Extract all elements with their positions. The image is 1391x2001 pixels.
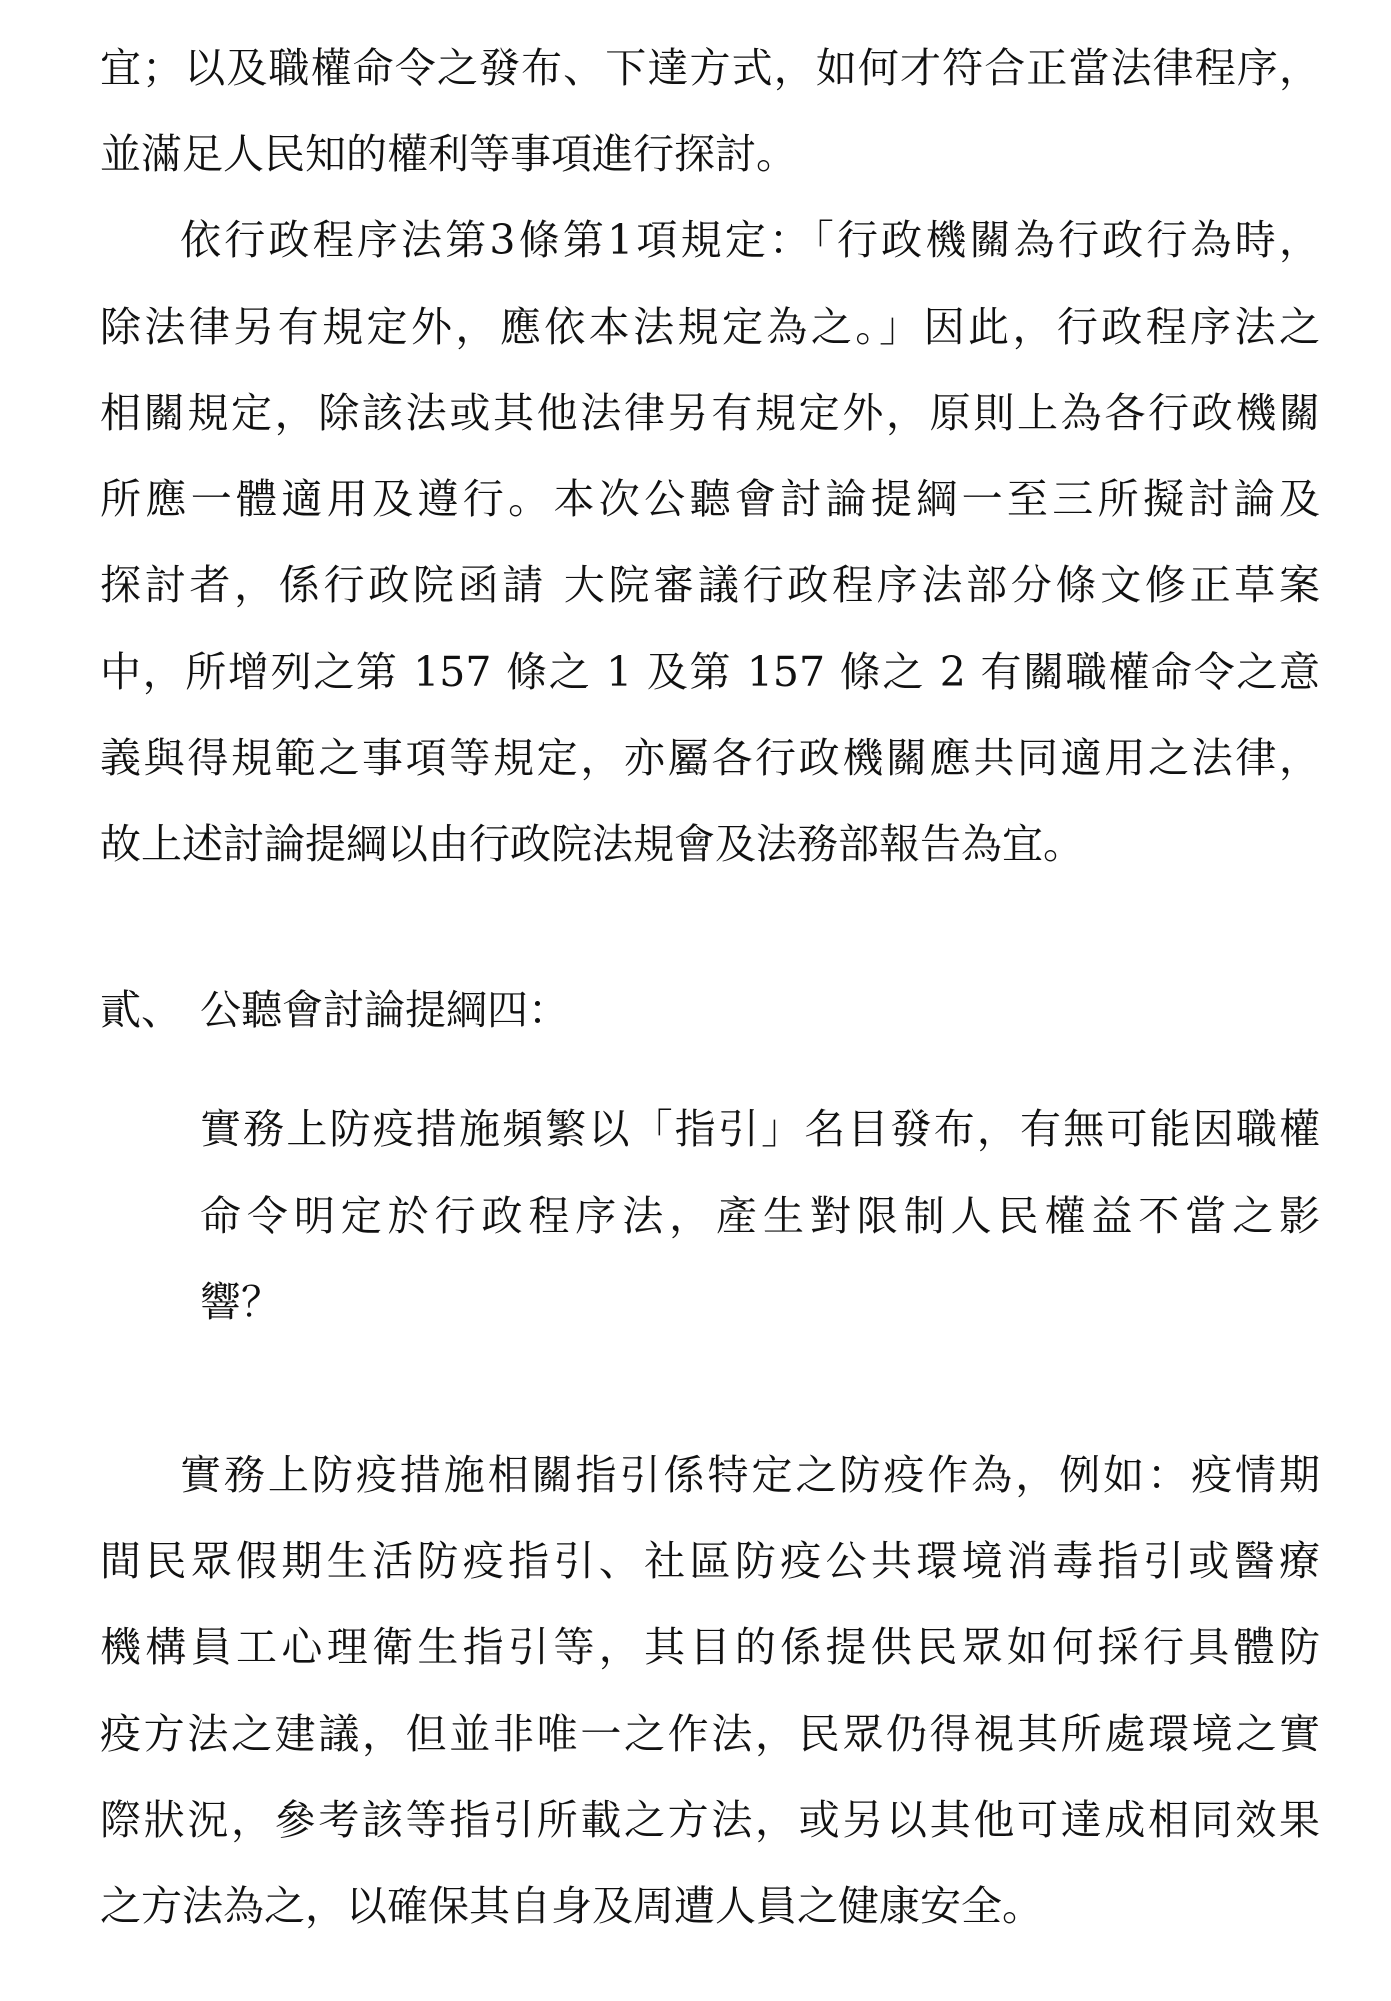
paragraph-line: 疫方法之建議，但並非唯一之作法，民眾仍得視其所處環境之實 xyxy=(100,1710,1320,1758)
paragraph-line: 依行政程序法第3條第1項規定：「行政機關為行政行為時， xyxy=(180,216,1320,264)
paragraph-line: 實務上防疫措施相關指引係特定之防疫作為，例如：疫情期 xyxy=(180,1451,1320,1499)
section-number: 貳、 xyxy=(100,986,182,1034)
intro-line: 並滿足人民知的權利等事項進行探討。 xyxy=(100,130,797,178)
paragraph-line: 之方法為之，以確保其自身及周遭人員之健康安全。 xyxy=(100,1882,1043,1930)
paragraph-line: 故上述討論提綱以由行政院法規會及法務部報告為宜。 xyxy=(100,820,1084,868)
intro-line: 宜；以及職權命令之發布、下達方式，如何才符合正當法律程序， xyxy=(100,44,1320,92)
paragraph-line: 間民眾假期生活防疫指引、社區防疫公共環境消毒指引或醫療 xyxy=(100,1537,1320,1585)
question-line: 響？ xyxy=(200,1278,282,1326)
paragraph-line: 際狀況，參考該等指引所載之方法，或另以其他可達成相同效果 xyxy=(100,1796,1320,1844)
question-line: 實務上防疫措施頻繁以「指引」名目發布，有無可能因職權 xyxy=(200,1105,1320,1153)
section-title: 公聽會討論提綱四： xyxy=(200,986,569,1034)
paragraph-line: 機構員工心理衛生指引等，其目的係提供民眾如何採行具體防 xyxy=(100,1623,1320,1671)
paragraph-line: 中，所增列之第 157 條之 1 及第 157 條之 2 有關職權命令之意 xyxy=(100,648,1320,696)
section-heading xyxy=(100,982,569,1038)
paragraph-line: 除法律另有規定外，應依本法規定為之。」因此，行政程序法之 xyxy=(100,303,1320,351)
paragraph-line: 探討者，係行政院函請 大院審議行政程序法部分條文修正草案 xyxy=(100,561,1320,609)
question-line: 命令明定於行政程序法，產生對限制人民權益不當之影 xyxy=(200,1192,1320,1240)
paragraph-line: 所應一體適用及遵行。本次公聽會討論提綱一至三所擬討論及 xyxy=(100,475,1320,523)
paragraph-line: 義與得規範之事項等規定，亦屬各行政機關應共同適用之法律， xyxy=(100,734,1320,782)
paragraph-line: 相關規定，除該法或其他法律另有規定外，原則上為各行政機關 xyxy=(100,389,1320,437)
